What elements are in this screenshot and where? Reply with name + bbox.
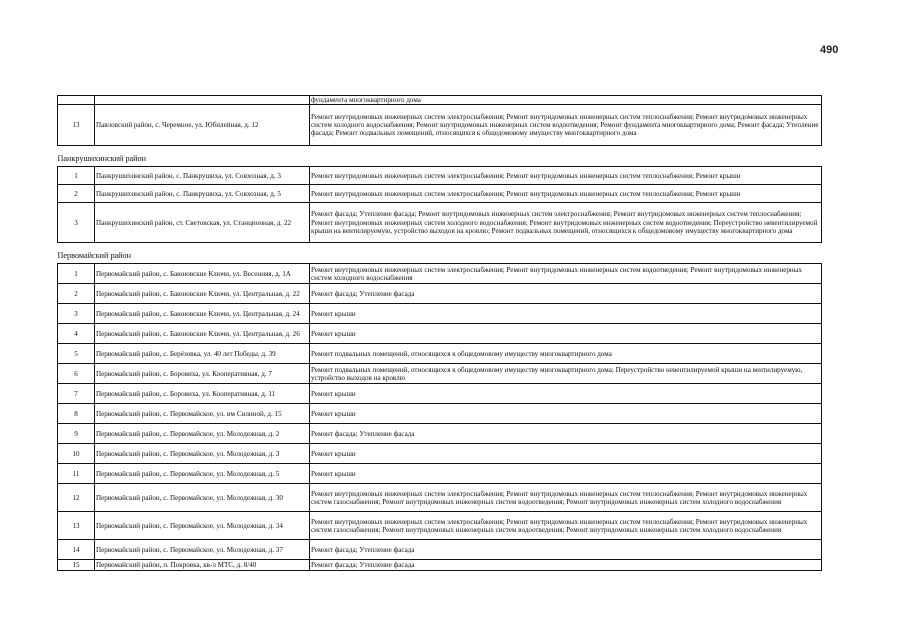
row-number-cell: 3 (58, 304, 95, 324)
row-number-cell: 10 (58, 444, 95, 464)
address-cell: Павловский район, с. Черемное, ул. Юбилейная, д. 12 (95, 105, 310, 146)
table-row (58, 384, 822, 404)
address-cell: Панкрушихинский район, с. Панкрушиха, ул. Совхозная, д. 5 (95, 185, 310, 203)
table-row (58, 324, 822, 344)
works-cell: Ремонт фасада; Утепление фасада (310, 540, 822, 560)
table-row (58, 167, 822, 185)
works-cell: Ремонт фасада; Утепление фасада (310, 560, 822, 571)
works-cell: Ремонт крыши (310, 324, 822, 344)
works-cell: Ремонт внутридомовых инженерных систем электроснабжения; Ремонт внутридомовых инженерных систем водоотведения; Ремонт внутридомовых инженерных систем холодного водоснабжения (310, 264, 822, 284)
row-number-cell: 15 (58, 560, 95, 571)
address-cell: Первомайский район, с. Первомайское, ул. Молодежная, д. 37 (95, 540, 310, 560)
row-number-cell: 2 (58, 284, 95, 304)
address-cell: Первомайский район, с. Первомайское, ул. Молодежная, д. 34 (95, 512, 310, 540)
address-cell: Панкрушихинский район, ст. Световская, ул. Станционная, д. 22 (95, 203, 310, 243)
row-number-cell (58, 96, 95, 105)
address-cell: Первомайский район, с. Баюновские Ключи, ул. Центральная, д. 26 (95, 324, 310, 344)
district-section-row (58, 243, 822, 264)
works-cell: Ремонт подвальных помещений, относящихся к общедомовому имуществу многоквартирного дома (310, 344, 822, 364)
row-number-cell: 4 (58, 324, 95, 344)
table-row (58, 284, 822, 304)
address-cell: Первомайский район, с. Первомайское, ул. Молодежная, д. 2 (95, 424, 310, 444)
address-cell: Первомайский район, с. Берёзовка, ул. 40 лет Победы, д. 39 (95, 344, 310, 364)
address-cell: Первомайский район, с. Баюновские Ключи, ул. Центральная, д. 24 (95, 304, 310, 324)
page-number: 490 (820, 44, 839, 56)
district-heading: Первомайский район (58, 243, 822, 264)
works-cell: Ремонт внутридомовых инженерных систем электроснабжения; Ремонт внутридомовых инженерных систем теплоснабжения; Ремонт крыши (310, 185, 822, 203)
row-number-cell: 9 (58, 424, 95, 444)
address-cell: Панкрушихинский район, с. Панкрушиха, ул. Совхозная, д. 3 (95, 167, 310, 185)
table-row (58, 444, 822, 464)
table-row (58, 364, 822, 384)
row-number-cell: 2 (58, 185, 95, 203)
row-number-cell: 8 (58, 404, 95, 424)
table-row (58, 96, 822, 105)
address-cell: Первомайский район, с. Баюновские Ключи, ул. Весенняя, д. 1А (95, 264, 310, 284)
table-row (58, 344, 822, 364)
table-row (58, 404, 822, 424)
table-row (58, 512, 822, 540)
address-cell (95, 96, 310, 105)
address-cell: Первомайский район, п. Покровка, кв-л МТС, д. 8/40 (95, 560, 310, 571)
district-heading: Панкрушихинский район (58, 146, 822, 167)
table-row (58, 540, 822, 560)
address-cell: Первомайский район, с. Первомайское, ул. им Силиной, д. 15 (95, 404, 310, 424)
address-cell: Первомайский район, с. Первомайское, ул. Молодежная, д. 3 (95, 444, 310, 464)
works-cell: Ремонт крыши (310, 464, 822, 484)
row-number-cell: 5 (58, 344, 95, 364)
district-section-row (58, 146, 822, 167)
works-cell: Ремонт крыши (310, 384, 822, 404)
works-cell: Ремонт внутридомовых инженерных систем электроснабжения; Ремонт внутридомовых инженерных систем теплоснабжения; Ремонт внутридомовых инженерных систем газоснабжения; Ремонт внутридомовых инженерных систем водоотведения; Ремонт внутридомовых инженерных систем холодного водоснабжения (310, 484, 822, 512)
repair-program-table (57, 95, 822, 571)
row-number-cell: 13 (58, 512, 95, 540)
address-cell: Первомайский район, с. Первомайское, ул. Молодежная, д. 5 (95, 464, 310, 484)
table-row (58, 185, 822, 203)
table-row (58, 424, 822, 444)
row-number-cell: 12 (58, 484, 95, 512)
table-row (58, 304, 822, 324)
table-row (58, 560, 822, 571)
works-cell: Ремонт крыши (310, 304, 822, 324)
table-row (58, 264, 822, 284)
table-row (58, 464, 822, 484)
row-number-cell: 13 (58, 105, 95, 146)
works-cell: Ремонт подвальных помещений, относящихся к общедомовому имуществу многоквартирного дома; Переустройство невентилируемой крыши на вентилируемую, устройство выходов на кровлю (310, 364, 822, 384)
table-row (58, 203, 822, 243)
works-cell: Ремонт крыши (310, 444, 822, 464)
works-cell: Ремонт фасада; Утепление фасада (310, 424, 822, 444)
works-cell: Ремонт крыши (310, 404, 822, 424)
table-body (58, 96, 822, 571)
works-cell: фундамента многоквартирного дома (310, 96, 822, 105)
row-number-cell: 14 (58, 540, 95, 560)
address-cell: Первомайский район, с. Первомайское, ул. Молодежная, д. 30 (95, 484, 310, 512)
address-cell: Первомайский район, с. Боровиха, ул. Кооперативная, д. 11 (95, 384, 310, 404)
address-cell: Первомайский район, с. Боровиха, ул. Кооперативная, д. 7 (95, 364, 310, 384)
works-cell: Ремонт внутридомовых инженерных систем электроснабжения; Ремонт внутридомовых инженерных систем теплоснабжения; Ремонт внутридомовых инженерных систем газоснабжения; Ремонт внутридомовых инженерных систем водоотведения; Ремонт внутридомовых инженерных систем холодного водоснабжения (310, 512, 822, 540)
row-number-cell: 1 (58, 264, 95, 284)
table-row (58, 484, 822, 512)
table-row (58, 105, 822, 146)
works-cell: Ремонт фасада; Утепление фасада (310, 284, 822, 304)
row-number-cell: 3 (58, 203, 95, 243)
works-cell: Ремонт внутридомовых инженерных систем электроснабжения; Ремонт внутридомовых инженерных систем теплоснабжения; Ремонт внутридомовых инженерных систем холодного водоснабжения; Ремонт внутридомовых инженерных систем водоотведения; Ремонт фундамента многоквартирного дома; Ремонт фасада; Утепление фасада; Ремонт подвальных помещений, относящихся к общедомовому имуществу многоквартирного дома (310, 105, 822, 146)
works-cell: Ремонт фасада; Утепление фасада; Ремонт внутридомовых инженерных систем электроснабжения; Ремонт внутридомовых инженерных систем теплоснабжения; Ремонт внутридомовых инженерных систем холодного водоснабжения; Ремонт внутридомовых инженерных систем водоотведения; Переустройство невентилируемой крыши на вентилируемую, устройство выходов на кровлю; Ремонт подвальных помещений, относящихся к общедомовому имуществу многоквартирного дома (310, 203, 822, 243)
row-number-cell: 6 (58, 364, 95, 384)
row-number-cell: 1 (58, 167, 95, 185)
works-cell: Ремонт внутридомовых инженерных систем электроснабжения; Ремонт внутридомовых инженерных систем теплоснабжения; Ремонт крыши (310, 167, 822, 185)
address-cell: Первомайский район, с. Баюновские Ключи, ул. Центральная, д. 22 (95, 284, 310, 304)
row-number-cell: 11 (58, 464, 95, 484)
row-number-cell: 7 (58, 384, 95, 404)
